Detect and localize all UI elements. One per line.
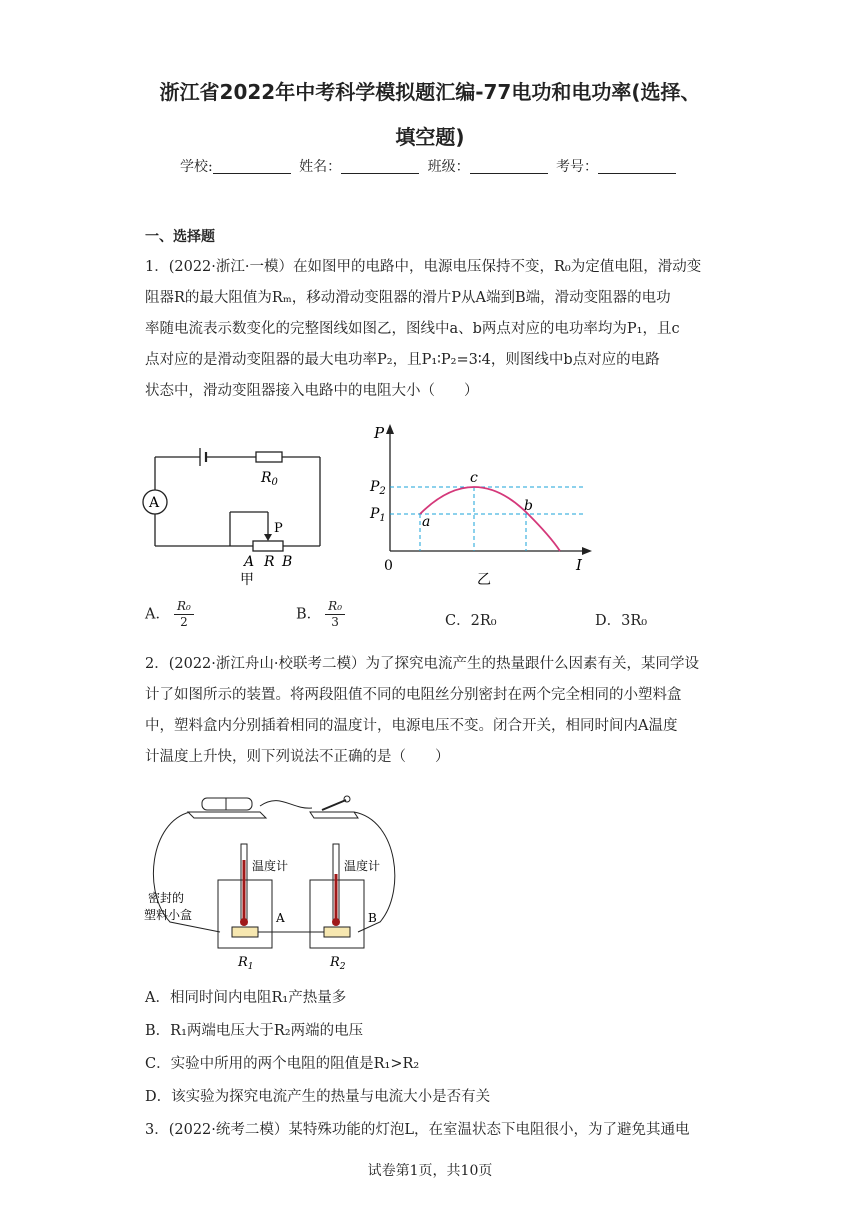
x-arrow-icon: [582, 547, 592, 555]
thermometer-a-label: 温度计: [252, 859, 289, 873]
class-blank[interactable]: [470, 159, 548, 174]
slider-arrow-icon: [264, 534, 272, 541]
r1-label: $R_1$: [238, 955, 254, 972]
circuit-diagram: [140, 440, 340, 590]
point-c-label: c: [470, 470, 478, 486]
box-label-2: 塑料小盒: [144, 908, 193, 922]
box-a-label: A: [276, 911, 285, 925]
q2-line: 2．(2022·浙江舟山·校联考二模）为了探究电流产生的热量跟什么因素有关，某同学设: [145, 656, 699, 672]
q2-option-a[interactable]: A．相同时间内电阻R₁产热量多: [145, 990, 347, 1006]
option-b-label: B．: [296, 606, 322, 623]
q2-option-c[interactable]: C．实验中所用的两个电阻的阻值是R₁>R₂: [145, 1056, 420, 1072]
box-b-label: B: [368, 911, 377, 925]
question-1: [145, 252, 715, 407]
thermometer-b-label: 温度计: [344, 859, 381, 873]
point-b-label: b: [524, 498, 533, 514]
name-blank[interactable]: [341, 159, 419, 174]
circuit-caption: 甲: [240, 572, 254, 588]
student-info: [0, 156, 860, 176]
q2-option-d[interactable]: D．该实验为探究电流产生的热量与电流大小是否有关: [145, 1089, 491, 1105]
option-a-label: A．: [145, 606, 170, 623]
r0-label: $R_0$: [261, 470, 278, 488]
p2-label: $P_2$: [370, 479, 386, 497]
school-blank[interactable]: [213, 159, 291, 174]
p1-label: $P_1$: [370, 506, 386, 524]
switch-lever: [322, 800, 346, 810]
q1-line: 点对应的是滑动变阻器的最大电功率P₂，且P₁∶P₂=3∶4，则图线中b点对应的电路: [145, 352, 660, 368]
rheostat-r: [253, 541, 283, 551]
r-label: R: [264, 554, 275, 570]
resistor-r2: [324, 927, 350, 937]
y-axis-label: P: [374, 424, 385, 442]
resistor-r0: [256, 452, 282, 462]
power-curve: [420, 487, 560, 551]
graph-caption: 乙: [477, 572, 491, 588]
slider-label: P: [274, 521, 283, 536]
point-a-label: a: [422, 514, 431, 530]
y-arrow-icon: [386, 424, 394, 434]
exam-no-blank[interactable]: [598, 159, 676, 174]
switch-base: [310, 812, 358, 818]
q1-line: 1．(2022·浙江·一模）在如图甲的电路中，电源电压保持不变，R₀为定值电阻，滑动变: [145, 259, 702, 275]
name-label: 姓名：: [299, 159, 342, 175]
resistor-r1: [232, 927, 258, 937]
question-2: [145, 649, 715, 773]
origin-label: 0: [384, 558, 393, 574]
end-b-label: B: [282, 554, 293, 570]
x-axis-label: I: [576, 556, 582, 574]
experiment-figure: [140, 782, 410, 972]
q2-option-b[interactable]: B．R₁两端电压大于R₂两端的电压: [145, 1023, 364, 1039]
q1-option-c[interactable]: C．2R₀: [445, 613, 497, 629]
option-b-fraction: $\frac{\text{R₀}}{3}$: [325, 599, 345, 630]
page-footer: 试卷第1页，共10页: [367, 1163, 493, 1179]
option-a-fraction: $\frac{\text{R₀}}{2}$: [174, 599, 194, 630]
dashed-guides: [390, 487, 585, 551]
q1-option-b[interactable]: [296, 599, 345, 630]
q1-line: 率随电流表示数变化的完整图线如图乙，图线中a、b两点对应的电功率均为P₁，且c: [145, 321, 680, 337]
q1-line: 阻器R的最大阻值为Rₘ，移动滑动变阻器的滑片P从A端到B端，滑动变阻器的电功: [145, 290, 671, 306]
exam-no-label: 考号：: [556, 159, 599, 175]
end-a-label: A: [244, 554, 255, 570]
q1-option-a[interactable]: [145, 599, 194, 630]
question-3: 3．(2022·统考二模）某特殊功能的灯泡L，在室温状态下电阻很小，为了避免其通电: [145, 1122, 690, 1138]
wire-top: [260, 801, 312, 809]
doc-title-line1: 浙江省2022年中考科学模拟题汇编-77电功和电功率(选择、: [159, 80, 701, 104]
doc-title-line2: 填空题): [395, 125, 465, 149]
school-label: 学校:: [179, 159, 213, 175]
q2-line: 计了如图所示的装置。将两段阻值不同的电阻丝分别密封在两个完全相同的小塑料盒: [145, 687, 682, 703]
battery-base: [188, 812, 266, 818]
q1-option-d[interactable]: D．3R₀: [595, 613, 648, 629]
power-current-graph: [360, 418, 600, 590]
battery-cell: [202, 798, 252, 810]
ammeter-label: A: [148, 495, 160, 511]
class-label: 班级：: [427, 159, 470, 175]
section-heading: 一、选择题: [145, 229, 215, 245]
q2-line: 中，塑料盒内分别插着相同的温度计，电源电压不变。闭合开关，相同时间内A温度: [145, 718, 678, 734]
r2-label: $R_2$: [330, 955, 346, 972]
q1-line: 状态中，滑动变阻器接入电路中的电阻大小（ ）: [145, 383, 479, 399]
box-label-1: 密封的: [148, 891, 185, 905]
q2-line: 计温度上升快，则下列说法不正确的是（ ）: [145, 749, 450, 765]
